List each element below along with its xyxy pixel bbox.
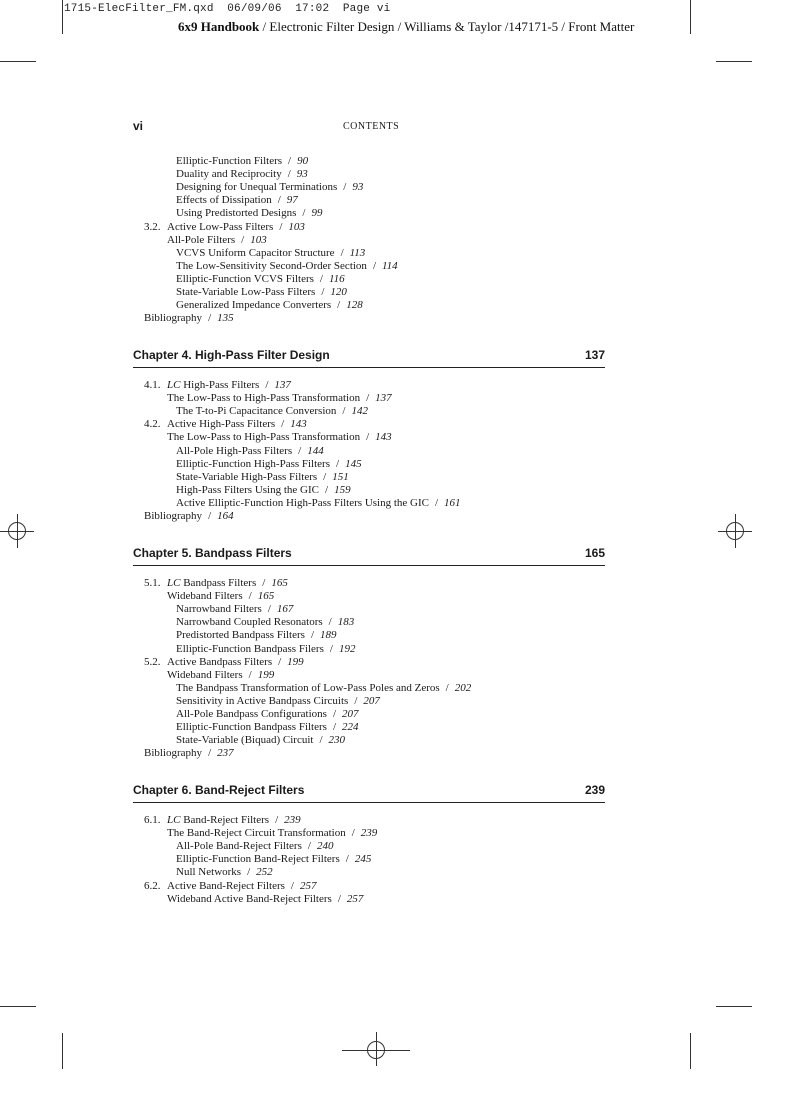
toc-entry-page: 183 bbox=[337, 616, 355, 629]
toc-entry-page: 199 bbox=[257, 668, 275, 681]
toc-entry bbox=[167, 669, 274, 682]
toc-entry-page: 97 bbox=[286, 194, 298, 207]
toc-separator: / bbox=[310, 629, 314, 642]
toc-separator: / bbox=[329, 642, 333, 655]
toc-entry-title: Wideband Filters bbox=[167, 590, 243, 603]
toc-entry bbox=[176, 445, 324, 458]
toc-separator: / bbox=[340, 246, 344, 259]
toc-entry-title: Bandpass Filters bbox=[180, 577, 257, 589]
toc-entry bbox=[144, 814, 301, 827]
toc-entry-title: High-Pass Filters Using the GIC bbox=[176, 483, 319, 496]
toc-entry-page: 145 bbox=[345, 457, 362, 470]
toc-separator: / bbox=[288, 155, 292, 167]
chapter-page: 137 bbox=[584, 348, 605, 362]
chapter-heading bbox=[133, 546, 605, 566]
toc-entry-title: The Low-Pass to High-Pass Transformation bbox=[167, 431, 361, 444]
toc-entry-title: Generalized Impedance Converters bbox=[176, 299, 332, 312]
crop-mark bbox=[716, 1006, 752, 1007]
print-slug: 1715-ElecFilter_FM.qxd 06/09/06 17:02 Page vi bbox=[64, 3, 391, 15]
toc-entry-page: 230 bbox=[328, 734, 346, 747]
toc-separator: / bbox=[281, 418, 285, 431]
toc-entry bbox=[176, 840, 333, 853]
toc-entry bbox=[176, 168, 308, 181]
crop-mark bbox=[0, 61, 36, 62]
toc-entry bbox=[167, 234, 267, 247]
toc-separator: / bbox=[337, 892, 341, 905]
toc-separator: / bbox=[336, 457, 340, 470]
toc-separator: / bbox=[287, 168, 291, 181]
toc-entry-title: Active Band-Reject Filters bbox=[167, 879, 285, 892]
toc-entry-page: 93 bbox=[296, 168, 308, 181]
toc-entry-page: 144 bbox=[307, 444, 324, 457]
toc-entry-page: 93 bbox=[352, 181, 364, 194]
toc-entry bbox=[167, 431, 392, 444]
toc-entry-title: Bibliography bbox=[144, 510, 203, 522]
toc-entry bbox=[176, 721, 359, 734]
toc-separator: / bbox=[332, 721, 336, 734]
toc-separator: / bbox=[265, 379, 269, 391]
toc-entry bbox=[167, 893, 363, 906]
toc-entry-page: 143 bbox=[375, 431, 392, 444]
toc-entry bbox=[144, 510, 234, 523]
toc-entry-page: 245 bbox=[354, 853, 372, 866]
toc-entry-page: 257 bbox=[346, 892, 364, 905]
toc-entry bbox=[176, 708, 359, 721]
toc-separator: / bbox=[445, 681, 449, 694]
toc-separator: / bbox=[302, 207, 306, 220]
toc-entry-title: Wideband Active Band-Reject Filters bbox=[167, 892, 332, 905]
toc-entry-page: 207 bbox=[342, 708, 359, 720]
toc-entry-page: 142 bbox=[351, 405, 368, 418]
chapter-title: Chapter 4. High-Pass Filter Design bbox=[133, 348, 330, 362]
toc-separator: / bbox=[328, 616, 332, 629]
toc-entry-title: All-Pole Band-Reject Filters bbox=[176, 840, 302, 853]
toc-entry-title: VCVS Uniform Capacitor Structure bbox=[176, 246, 335, 259]
toc-entry-page: 103 bbox=[288, 220, 305, 233]
running-head-rest: / Electronic Filter Design / Williams & Taylor /147171-5 / Front Matter bbox=[259, 19, 635, 34]
toc-entry-page: 151 bbox=[332, 470, 349, 483]
toc-entry-title: The Band-Reject Circuit Transformation bbox=[167, 827, 346, 840]
toc-entry bbox=[176, 603, 293, 616]
crop-mark bbox=[716, 61, 752, 62]
toc-entry-page: 252 bbox=[256, 866, 273, 879]
toc-entry-lc: LC bbox=[167, 379, 181, 391]
toc-entry bbox=[176, 497, 461, 510]
toc-entry-title: Narrowband Filters bbox=[176, 603, 262, 616]
toc-entry-page: 165 bbox=[271, 577, 288, 589]
toc-entry bbox=[176, 194, 298, 207]
toc-entry bbox=[176, 299, 363, 312]
toc-entry-page: 189 bbox=[320, 629, 337, 642]
chapter-page: 165 bbox=[584, 546, 605, 560]
toc-entry bbox=[176, 247, 365, 260]
toc-entry bbox=[144, 656, 304, 669]
toc-entry-page: 137 bbox=[375, 392, 392, 405]
toc-entry-title: All-Pole Filters bbox=[167, 233, 236, 246]
toc-separator: / bbox=[275, 814, 279, 826]
chapter-heading bbox=[133, 348, 605, 368]
toc-entry-title: State-Variable (Biquad) Circuit bbox=[176, 734, 314, 747]
toc-entry-title: Active Low-Pass Filters bbox=[167, 220, 274, 233]
toc-entry-page: 165 bbox=[257, 590, 275, 603]
toc-entry-title: State-Variable Low-Pass Filters bbox=[176, 286, 316, 298]
toc-entry bbox=[176, 471, 349, 484]
toc-section-number: 5.2. bbox=[144, 655, 161, 668]
toc-entry bbox=[176, 260, 398, 273]
toc-separator: / bbox=[354, 694, 358, 707]
toc-entry-title: Elliptic-Function Band-Reject Filters bbox=[176, 853, 340, 866]
toc-entry-page: 202 bbox=[454, 681, 472, 694]
toc-entry-title: Active High-Pass Filters bbox=[167, 418, 276, 431]
toc-section-number: 5.1. bbox=[144, 577, 161, 589]
toc-entry-page: 120 bbox=[330, 286, 347, 298]
toc-entry-page: 99 bbox=[311, 207, 323, 220]
toc-entry bbox=[176, 682, 471, 695]
toc-entry-page: 164 bbox=[217, 510, 234, 522]
toc-entry-title: Bibliography bbox=[144, 747, 203, 760]
toc-entry-title: Elliptic-Function High-Pass Filters bbox=[176, 457, 330, 470]
toc-section-number: 6.2. bbox=[144, 879, 161, 892]
toc-separator: / bbox=[290, 879, 294, 892]
toc-separator: / bbox=[366, 392, 370, 405]
toc-entry-title: The Bandpass Transformation of Low-Pass Poles and Zeros bbox=[176, 681, 440, 694]
toc-section-number: 4.1. bbox=[144, 379, 161, 391]
toc-entry-page: 192 bbox=[338, 642, 356, 655]
toc-entry bbox=[144, 418, 307, 431]
toc-entry-page: 135 bbox=[217, 312, 234, 325]
crop-mark bbox=[690, 0, 691, 34]
toc-separator: / bbox=[279, 220, 283, 233]
toc-entry-page: 237 bbox=[217, 747, 234, 760]
toc-separator: / bbox=[342, 405, 346, 418]
toc-separator: / bbox=[372, 259, 376, 272]
toc-entry bbox=[176, 155, 308, 168]
toc-entry-page: 240 bbox=[316, 840, 334, 853]
toc-entry-title: Effects of Dissipation bbox=[176, 194, 272, 207]
toc-entry bbox=[144, 312, 234, 325]
toc-separator: / bbox=[366, 431, 370, 444]
toc-separator: / bbox=[208, 747, 212, 760]
toc-section-number: 4.2. bbox=[144, 418, 161, 431]
toc-entry-page: 114 bbox=[382, 259, 398, 272]
toc-entry bbox=[144, 221, 305, 234]
crop-mark bbox=[0, 1006, 36, 1007]
toc-separator: / bbox=[267, 603, 271, 616]
toc-separator: / bbox=[277, 194, 281, 207]
toc-entry bbox=[167, 827, 377, 840]
toc-separator: / bbox=[323, 470, 327, 483]
toc-separator: / bbox=[321, 286, 325, 298]
toc-separator: / bbox=[434, 496, 439, 509]
chapter-title: Chapter 6. Band-Reject Filters bbox=[133, 783, 305, 797]
toc-entry-lc: LC bbox=[167, 814, 181, 826]
toc-entry bbox=[167, 392, 392, 405]
toc-entry bbox=[176, 405, 368, 418]
toc-separator: / bbox=[351, 827, 355, 840]
toc-entry-page: 199 bbox=[287, 655, 304, 668]
toc-entry-title: The Low-Pass to High-Pass Transformation bbox=[167, 392, 361, 405]
toc-separator: / bbox=[248, 668, 252, 681]
toc-entry-page: 113 bbox=[349, 246, 366, 259]
toc-separator: / bbox=[343, 181, 347, 194]
toc-entry-title: All-Pole Bandpass Configurations bbox=[176, 708, 327, 720]
crop-mark bbox=[62, 1033, 63, 1069]
toc-separator: / bbox=[208, 312, 212, 325]
toc-entry-title: Designing for Unequal Terminations bbox=[176, 181, 338, 194]
toc-separator: / bbox=[262, 577, 266, 589]
toc-separator: / bbox=[307, 840, 311, 853]
toc-separator: / bbox=[332, 708, 336, 720]
toc-separator: / bbox=[319, 734, 323, 747]
toc-entry bbox=[176, 866, 273, 879]
page-number: vi bbox=[133, 119, 144, 133]
toc-separator: / bbox=[337, 299, 341, 312]
toc-separator: / bbox=[325, 483, 329, 496]
toc-separator: / bbox=[319, 272, 323, 285]
toc-entry-title: Using Predistorted Designs bbox=[176, 207, 297, 220]
toc-entry-page: 207 bbox=[363, 694, 380, 707]
toc-entry bbox=[176, 458, 362, 471]
toc-entry-page: 90 bbox=[297, 155, 309, 167]
toc-entry-page: 116 bbox=[328, 272, 345, 285]
toc-entry bbox=[144, 747, 234, 760]
running-head bbox=[178, 19, 634, 35]
toc-entry bbox=[176, 616, 354, 629]
toc-entry-page: 103 bbox=[250, 233, 267, 246]
toc-entry-page: 167 bbox=[276, 603, 294, 616]
toc-separator: / bbox=[248, 590, 252, 603]
toc-entry bbox=[144, 880, 316, 893]
crop-mark bbox=[62, 0, 63, 34]
toc-entry-title: The Low-Sensitivity Second-Order Section bbox=[176, 259, 367, 272]
toc-entry bbox=[176, 273, 345, 286]
toc-separator: / bbox=[208, 510, 212, 522]
crop-mark bbox=[690, 1033, 691, 1069]
toc-entry bbox=[176, 734, 345, 747]
toc-entry-title: Elliptic-Function Filters bbox=[176, 155, 283, 167]
toc-entry bbox=[144, 577, 288, 590]
toc-entry-title: The T-to-Pi Capacitance Conversion bbox=[176, 405, 337, 418]
toc-entry bbox=[176, 629, 337, 642]
toc-entry-title: Band-Reject Filters bbox=[180, 814, 270, 826]
toc-entry-title: State-Variable High-Pass Filters bbox=[176, 470, 318, 483]
toc-entry bbox=[176, 207, 322, 220]
page-title: CONTENTS bbox=[343, 121, 400, 132]
toc-section-number: 6.1. bbox=[144, 814, 161, 826]
toc-entry-page: 161 bbox=[444, 496, 461, 509]
toc-entry-title: Active Elliptic-Function High-Pass Filters Using the GIC bbox=[176, 496, 429, 509]
toc-entry bbox=[176, 181, 363, 194]
toc-entry-page: 224 bbox=[342, 721, 359, 734]
toc-separator: / bbox=[247, 866, 251, 879]
toc-entry-title: Elliptic-Function VCVS Filters bbox=[176, 272, 314, 285]
running-head-bold: 6x9 Handbook bbox=[178, 19, 260, 34]
toc-entry bbox=[176, 484, 351, 497]
toc-separator: / bbox=[278, 655, 282, 668]
chapter-heading bbox=[133, 783, 605, 803]
toc-entry bbox=[176, 695, 380, 708]
toc-section-number: 3.2. bbox=[144, 220, 161, 233]
chapter-page: 239 bbox=[584, 783, 605, 797]
toc-entry-title: Elliptic-Function Bandpass Filters bbox=[176, 721, 327, 734]
toc-entry-title: Active Bandpass Filters bbox=[167, 655, 273, 668]
toc-entry-title: Bibliography bbox=[144, 312, 203, 325]
toc-entry-page: 239 bbox=[284, 814, 301, 826]
toc-entry-title: Duality and Reciprocity bbox=[176, 168, 282, 181]
toc-entry-page: 128 bbox=[346, 299, 363, 312]
toc-entry-page: 239 bbox=[360, 827, 378, 840]
toc-entry-title: Elliptic-Function Bandpass Filers bbox=[176, 642, 324, 655]
toc-separator: / bbox=[241, 233, 245, 246]
toc-separator: / bbox=[298, 444, 302, 457]
chapter-title: Chapter 5. Bandpass Filters bbox=[133, 546, 292, 560]
toc-entry-lc: LC bbox=[167, 577, 181, 589]
toc-entry-page: 159 bbox=[334, 483, 351, 496]
toc-entry-title: Sensitivity in Active Bandpass Circuits bbox=[176, 694, 349, 707]
toc-entry-page: 257 bbox=[299, 879, 317, 892]
toc-entry bbox=[176, 643, 355, 656]
toc-entry-page: 143 bbox=[290, 418, 307, 431]
toc-entry bbox=[176, 286, 347, 299]
toc-separator: / bbox=[345, 853, 349, 866]
toc-entry-title: High-Pass Filters bbox=[180, 379, 260, 391]
toc-entry-title: Predistorted Bandpass Filters bbox=[176, 629, 305, 642]
toc-entry bbox=[167, 590, 274, 603]
toc-entry bbox=[176, 853, 371, 866]
toc-entry-title: Narrowband Coupled Resonators bbox=[176, 616, 323, 629]
toc-entry-title: Wideband Filters bbox=[167, 668, 243, 681]
toc-entry bbox=[144, 379, 291, 392]
toc-entry-title: Null Networks bbox=[176, 866, 242, 879]
toc-entry-title: All-Pole High-Pass Filters bbox=[176, 444, 293, 457]
toc-entry-page: 137 bbox=[274, 379, 291, 391]
